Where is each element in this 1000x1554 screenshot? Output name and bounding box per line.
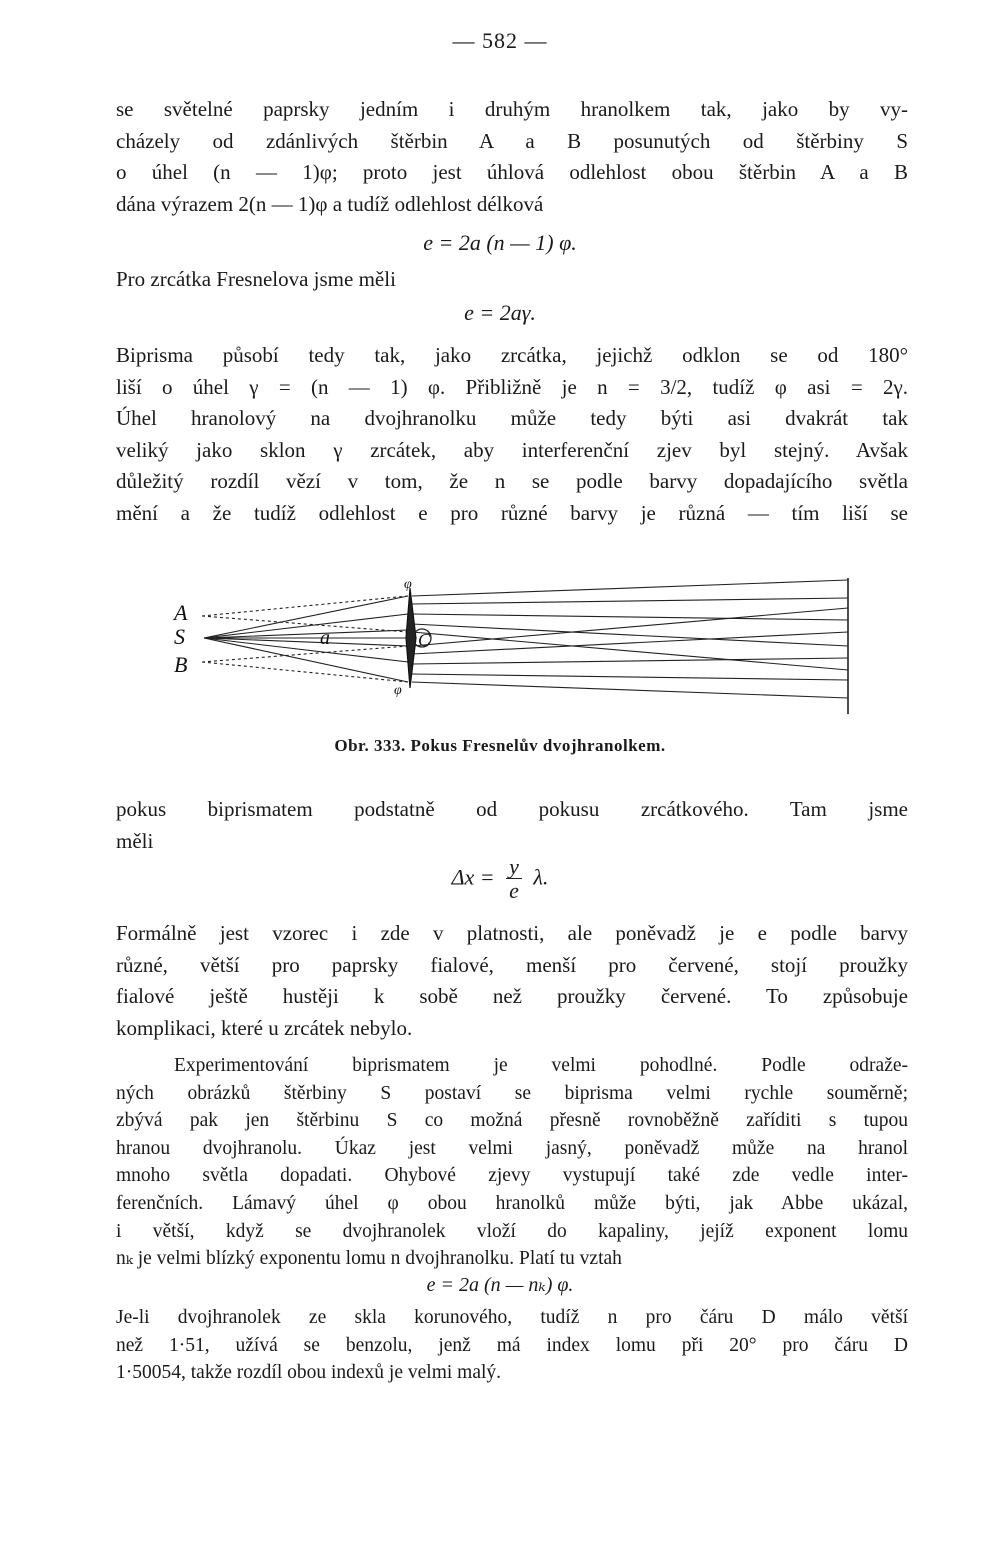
page-number: — 582 — (452, 28, 548, 53)
eq3-lhs: Δx = (451, 864, 495, 890)
text-line: mnoho světla dopadati. Ohybové zjevy vystupují také zde vedle inter- (116, 1165, 908, 1187)
text-line: měli (116, 828, 154, 853)
text-line: liší o úhel γ = (n — 1) φ. Přibližně je n = 3/2, tudíž φ asi = 2γ. (116, 374, 908, 399)
paragraph-3 (116, 340, 908, 529)
equation-4: e = 2a (n — nₖ) φ. (426, 1274, 574, 1296)
text-line: i větší, když se dvojhranolek vloží do kapaliny, jejíž exponent lomu (116, 1220, 908, 1242)
eq3-denominator: e (509, 878, 519, 903)
text-line: důležitý rozdíl vězí v tom, že n se podle barvy dopadajícího světla (116, 469, 908, 493)
label-phi-top: φ (404, 577, 412, 592)
refracted-ray (412, 598, 848, 604)
virtual-ray-b (202, 662, 408, 682)
paragraph-2 (116, 264, 908, 296)
label-a-small: a (320, 627, 330, 649)
refracted-ray (412, 658, 848, 664)
text-line: veliký jako sklon γ zrcátek, aby interferenční zjev byl stejný. Avšak (116, 437, 908, 462)
text-line: o úhel (n — 1)φ; proto jest úhlová odlehlost obou štěrbin A a B (116, 160, 908, 184)
equation-2: e = 2aγ. (464, 300, 536, 325)
text-line: cházely od zdánlivých štěrbin A a B posunutých od štěrbiny S (116, 128, 908, 153)
refracted-ray (412, 580, 848, 596)
text-line: ných obrázků štěrbiny S postaví se biprisma velmi rychle souměrně; (116, 1082, 908, 1104)
text-line: Úhel hranolový na dvojhranolku může tedy býti asi dvakrát tak (116, 406, 908, 430)
label-b: B (174, 652, 188, 677)
eq3-rhs: λ. (533, 864, 549, 890)
text-line: hranou dvojhranolu. Úkaz jest velmi jasný, poněvadž může na hranol (116, 1137, 908, 1159)
refracted-ray (412, 682, 848, 698)
eq3-numerator: y (506, 856, 522, 879)
text-line: Biprisma působí tedy tak, jako zrcátka, jejichž odklon se od 180° (116, 343, 908, 367)
small-paragraph-2 (116, 1304, 908, 1387)
text-line: 1·50054, takže rozdíl obou indexů je velmi malý. (116, 1362, 502, 1384)
text-line: mění a že tudíž odlehlost e pro různé barvy je různá — tím liší se (116, 500, 908, 525)
eq3-fraction (506, 856, 522, 903)
text-line: komplikaci, které u zrcátek nebylo. (116, 1015, 413, 1040)
text-line: Pro zrcátka Fresnelova jsme měli (116, 267, 396, 291)
text-line: fialové ještě hustěji k sobě než proužky červené. To způsobuje (116, 984, 908, 1008)
text-line: různé, větší pro paprsky fialové, menší pro červené, stojí proužky (116, 952, 908, 977)
text-line: pokus biprismatem podstatně od pokusu zrcátkového. Tam jsme (116, 797, 908, 821)
biprism-ray-diagram (160, 574, 860, 724)
paragraph-1 (116, 94, 908, 220)
paragraph-5 (116, 918, 908, 1044)
figure-caption: Obr. 333. Pokus Fresnelův dvojhranolkem. (334, 736, 666, 755)
label-s: S (174, 624, 185, 649)
virtual-ray-a2 (202, 616, 408, 632)
text-line: se světelné paprsky jedním i druhým hranolkem tak, jako by vy- (116, 97, 908, 121)
paragraph-4 (116, 794, 908, 857)
small-paragraph-1 (116, 1052, 908, 1273)
text-line: Experimentování biprismatem je velmi pohodlné. Podle odraže- (174, 1055, 908, 1076)
label-a: A (174, 600, 188, 625)
refracted-ray (412, 674, 848, 680)
refracted-ray (412, 614, 848, 620)
text-line: Formálně jest vzorec i zde v platnosti, ale poněvadž je e podle barvy (116, 921, 908, 945)
biprism (406, 588, 416, 688)
virtual-ray-a (202, 596, 408, 616)
text-line: dána výrazem 2(n — 1)φ a tudíž odlehlost délková (116, 191, 544, 216)
text-line: Je-li dvojhranolek ze skla korunového, tudíž n pro čáru D málo větší (116, 1307, 908, 1328)
label-c: C (418, 630, 431, 650)
equation-1: e = 2a (n — 1) φ. (423, 230, 577, 255)
text-line: než 1·51, užívá se benzolu, jenž má index lomu při 20° pro čáru D (116, 1334, 908, 1356)
equation-3 (0, 856, 1000, 903)
text-line: nₖ je velmi blízký exponentu lomu n dvojhranolku. Platí tu vztah (116, 1248, 622, 1270)
label-phi-bottom: φ (394, 683, 402, 698)
text-line: zbývá pak jen štěrbinu S co možná přesně rovnoběžně zaříditi s tupou (116, 1110, 908, 1132)
text-line: ferenčních. Lámavý úhel φ obou hranolků může býti, jak Abbe ukázal, (116, 1192, 908, 1214)
